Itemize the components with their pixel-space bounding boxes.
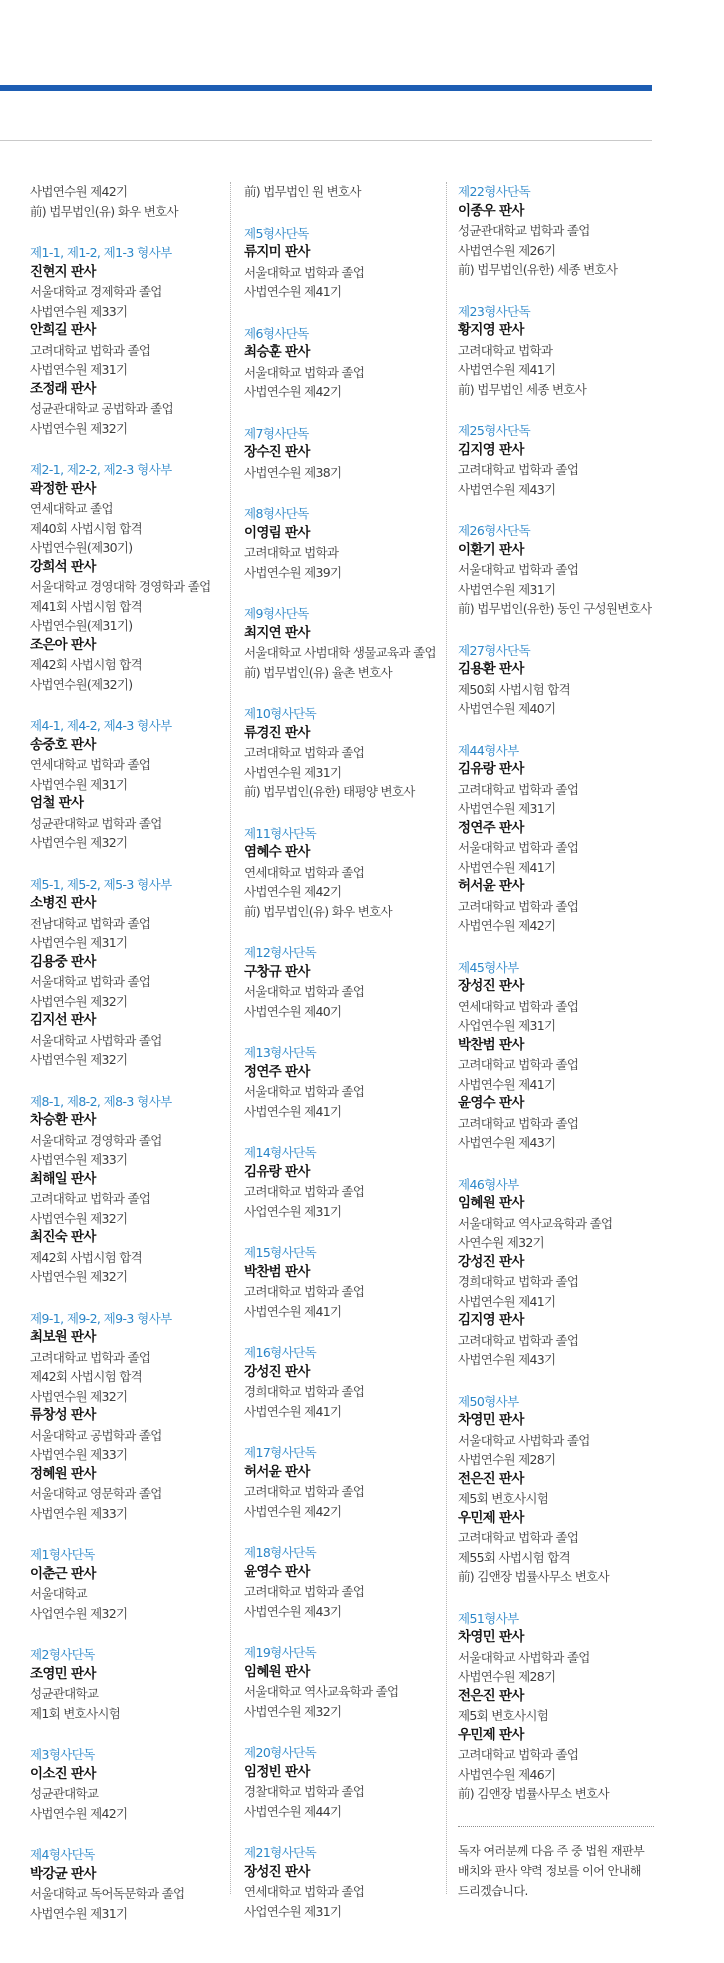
header-accent-bar	[0, 85, 652, 91]
judge-bio-line: 고려대학교 법학과 졸업	[458, 1115, 579, 1131]
judge-bio-line: 전남대학교 법학과 졸업	[30, 915, 151, 931]
judge-bio-line: 서울대학교 법학과 졸업	[244, 1084, 365, 1099]
judge-bio-line: 사법연수원 제33기	[30, 1505, 128, 1521]
court-division-section	[30, 182, 230, 221]
column-2	[244, 182, 444, 1943]
judge-bio-line: 사법연수원 제41기	[244, 1303, 342, 1319]
division-title: 제4-1, 제4-2, 제4-3 형사부	[30, 718, 172, 733]
court-division-section	[244, 504, 444, 582]
court-division-section	[30, 1845, 230, 1923]
judge-bio-line: 사법연수원 제43기	[244, 1603, 342, 1619]
judge-bio-line: 前) 법무법인(유한) 태평양 변호사	[244, 784, 415, 799]
judge-bio-line: 사법연수원 제32기	[30, 420, 128, 436]
judge-bio-line: 연세대학교 졸업	[30, 501, 113, 516]
judge-bio-line: 고려대학교 법학과 졸업	[458, 1332, 579, 1348]
judge-bio-line: 사법연수원 제31기	[458, 801, 556, 816]
judge-bio-line: 사법연수원(제31기)	[30, 618, 133, 633]
judge-bio-line: 사법연수원 제32기	[30, 1210, 128, 1226]
division-title: 제21형사단독	[244, 1845, 317, 1860]
judge-name: 엄철 판사	[30, 795, 84, 811]
judge-bio-line: 사법연수원 제33기	[30, 1447, 128, 1462]
judge-bio-line: 제5회 변호사시험	[458, 1491, 549, 1506]
judge-name: 장성진 판사	[458, 978, 524, 994]
judge-name: 김유랑 판사	[244, 1163, 310, 1180]
judge-name: 장수진 판사	[244, 444, 310, 460]
judge-bio-line: 성균관대학교 법학과 졸업	[30, 815, 162, 831]
judge-bio-line: 고려대학교 법학과 졸업	[458, 1747, 579, 1762]
judge-bio-line: 사법연수원 제42기	[30, 1805, 128, 1821]
judge-bio-line: 사법연수원 제31기	[30, 935, 128, 950]
judge-bio-line: 제42회 사법시험 합격	[30, 657, 143, 672]
judge-bio-line: 고려대학교 법학과 졸업	[30, 1191, 151, 1206]
judge-bio-line: 사법연수원 제28기	[458, 1669, 556, 1684]
judge-name: 우민제 판사	[458, 1726, 524, 1743]
judge-bio-line: 사법연수원 제42기	[244, 1503, 342, 1519]
judge-bio-line: 사법연수원 제26기	[458, 242, 556, 258]
court-division-section	[30, 1309, 230, 1524]
division-title: 제8형사단독	[244, 506, 309, 521]
judge-bio-line: 제1회 변호사시험	[30, 1705, 121, 1721]
judge-bio-line: 사법연수원 제39기	[244, 564, 342, 580]
judge-bio-line: 사법연수원 제31기	[30, 362, 128, 377]
column-divider	[446, 182, 447, 1894]
judge-bio-line: 사업연수원 제31기	[244, 1203, 342, 1219]
judge-bio-line: 사법연수원 제43기	[458, 481, 556, 497]
court-division-section	[458, 641, 658, 719]
judge-bio-line: 사법연수원 제41기	[458, 859, 556, 875]
court-division-section	[244, 1643, 444, 1721]
division-title: 제15형사단독	[244, 1245, 317, 1260]
judge-name: 류지미 판사	[244, 244, 310, 260]
judge-bio-line: 사업연수원 제31기	[458, 1018, 556, 1033]
court-division-section	[30, 460, 230, 694]
judge-bio-line: 사법연수원 제31기	[458, 581, 556, 597]
judge-bio-line: 사법연수원 제32기	[30, 993, 128, 1009]
reader-notice: 독자 여러분께 다음 주 중 법원 재판부 배치와 판사 약력 정보를 이어 안내해 드리겠습니다.	[458, 1843, 645, 1898]
header-divider	[0, 140, 652, 141]
judge-bio-line: 서울대학교 경제학과 졸업	[30, 284, 162, 299]
judge-bio-line: 사업연수원 제31기	[244, 1903, 342, 1919]
judge-bio-line: 사법연수원 제43기	[458, 1352, 556, 1367]
judge-bio-line: 고려대학교 법학과 졸업	[458, 781, 579, 797]
judge-bio-line: 사법연수원 제41기	[244, 1103, 342, 1119]
court-division-section	[458, 741, 658, 936]
judge-bio-line: 고려대학교 법학과 졸업	[244, 745, 365, 760]
judge-bio-line: 前) 김앤장 법률사무소 변호사	[458, 1786, 609, 1801]
court-division-section	[458, 1609, 658, 1804]
judge-name: 최보원 판사	[30, 1329, 96, 1345]
judge-bio-line: 고려대학교 법학과	[244, 545, 339, 560]
judge-name: 이종우 판사	[458, 202, 524, 219]
court-division-section	[30, 1092, 230, 1287]
judge-name: 곽정한 판사	[30, 480, 96, 497]
court-division-section	[244, 704, 444, 802]
division-title: 제26형사단독	[458, 523, 531, 538]
court-division-section	[244, 1343, 444, 1421]
judge-bio-line: 서울대학교 법학과 졸업	[458, 840, 579, 855]
judge-bio-line: 前) 법무법인(유) 율촌 변호사	[244, 664, 392, 680]
court-division-section	[244, 324, 444, 402]
judge-bio-line: 서울대학교 법학과 졸업	[30, 974, 151, 989]
judge-bio-line: 사법연수원 제41기	[458, 1076, 556, 1092]
judge-bio-line: 사법연수원(제30기)	[30, 540, 133, 555]
judge-name: 김유랑 판사	[458, 761, 524, 777]
judge-bio-line: 사법연수원 제46기	[458, 1766, 556, 1782]
judge-bio-line: 고려대학교 법학과 졸업	[244, 1184, 365, 1199]
division-title: 제23형사단독	[458, 303, 531, 319]
judge-name: 차승환 판사	[30, 1112, 96, 1128]
judge-name: 박강균 판사	[30, 1865, 96, 1882]
court-division-section	[458, 1392, 658, 1587]
division-title: 제6형사단독	[244, 325, 309, 341]
judge-name: 류경진 판사	[244, 724, 310, 741]
division-title: 제50형사부	[458, 1393, 519, 1409]
judge-bio-line: 제50회 사법시험 합격	[458, 681, 571, 697]
judge-bio-line: 서울대학교 공법학과 졸업	[30, 1427, 162, 1443]
judge-bio-line: 서울대학교 사법학과 졸업	[30, 1032, 162, 1048]
judge-name: 이춘근 판사	[30, 1565, 96, 1582]
judge-bio-line: 고려대학교 법학과 졸업	[244, 1584, 365, 1599]
judge-bio-line: 서울대학교 사법학과 졸업	[458, 1432, 590, 1448]
division-title: 제19형사단독	[244, 1645, 317, 1660]
court-division-section	[244, 224, 444, 302]
judge-bio-line: 성균관대학교 법학과 졸업	[458, 223, 590, 238]
court-division-section	[244, 1243, 444, 1321]
judge-bio-line: 前) 법무법인(유) 화우 변호사	[244, 903, 392, 919]
judge-bio-line: 前) 법무법인 원 변호사	[244, 184, 361, 199]
division-title: 제10형사단독	[244, 706, 317, 721]
division-title: 제11형사단독	[244, 825, 317, 841]
court-division-section	[244, 1543, 444, 1621]
judge-bio-line: 前) 법무법인(유) 화우 변호사	[30, 203, 178, 219]
judge-bio-line: 前) 김앤장 법률사무소 변호사	[458, 1569, 609, 1584]
judge-bio-line: 고려대학교 법학과 졸업	[244, 1284, 365, 1299]
division-title: 제16형사단독	[244, 1345, 317, 1360]
judge-name: 최지연 판사	[244, 624, 310, 641]
judge-bio-line: 연세대학교 법학과 졸업	[30, 757, 151, 772]
judge-bio-line: 사법연수원 제41기	[458, 362, 556, 377]
court-division-section	[30, 1545, 230, 1623]
court-division-section	[30, 1745, 230, 1823]
court-division-section	[244, 1843, 444, 1921]
judge-bio-line: 사법연수원 제40기	[244, 1003, 342, 1019]
judge-bio-line: 서울대학교 영문학과 졸업	[30, 1486, 162, 1501]
court-division-section	[244, 824, 444, 922]
judge-bio-line: 前) 법무법인(유한) 동인 구성원변호사	[458, 601, 652, 616]
division-title: 제8-1, 제8-2, 제8-3 형사부	[30, 1093, 172, 1109]
judge-bio-line: 제40회 사법시험 합격	[30, 520, 143, 536]
judge-bio-line: 고려대학교 법학과 졸업	[458, 898, 579, 914]
judge-name: 윤영수 판사	[458, 1095, 524, 1111]
judge-name: 박찬범 판사	[244, 1263, 310, 1280]
judge-bio-line: 사법연수원 제42기	[244, 884, 342, 899]
judge-bio-line: 사법연수원 제44기	[244, 1803, 342, 1819]
judge-name: 최승훈 판사	[244, 344, 310, 360]
judge-name: 강성진 판사	[458, 1253, 524, 1270]
division-title: 제22형사단독	[458, 184, 531, 199]
judge-name: 강성진 판사	[244, 1363, 310, 1380]
judge-bio-line: 사법연수원 제32기	[30, 1269, 128, 1284]
court-division-section	[458, 421, 658, 499]
judge-bio-line: 사법연수원(제32기)	[30, 676, 133, 692]
judge-name: 차영민 판사	[458, 1629, 524, 1645]
judge-bio-line: 서울대학교 법학과 졸업	[244, 984, 365, 999]
division-title: 제4형사단독	[30, 1847, 95, 1862]
division-title: 제9-1, 제9-2, 제9-3 형사부	[30, 1310, 172, 1326]
judge-bio-line: 서울대학교 사범대학 생물교육과 졸업	[244, 645, 436, 660]
judge-name: 조정래 판사	[30, 380, 96, 397]
judge-bio-line: 고려대학교 법학과 졸업	[458, 462, 579, 477]
judge-name: 우민제 판사	[458, 1509, 524, 1526]
judge-bio-line: 사법연수원 제32기	[30, 1388, 128, 1404]
judge-bio-line: 성균관대학교 공법학과 졸업	[30, 401, 174, 416]
judge-bio-line: 서울대학교 법학과 졸업	[458, 562, 579, 577]
division-title: 제2형사단독	[30, 1647, 95, 1662]
judge-bio-line: 서울대학교 사법학과 졸업	[458, 1649, 590, 1665]
court-division-section	[244, 1143, 444, 1221]
judge-bio-line: 서울대학교 법학과 졸업	[244, 364, 365, 380]
division-title: 제1형사단독	[30, 1547, 95, 1562]
division-title: 제3형사단독	[30, 1747, 95, 1762]
judge-name: 이소진 판사	[30, 1765, 96, 1782]
judge-name: 김용환 판사	[458, 661, 524, 677]
judge-name: 김지선 판사	[30, 1012, 96, 1028]
judge-bio-line: 사법연수원 제33기	[30, 1152, 128, 1167]
judge-bio-line: 사법연수원 제41기	[244, 1403, 342, 1419]
judge-name: 정연주 판사	[244, 1063, 310, 1080]
judge-bio-line: 고려대학교 법학과 졸업	[458, 1530, 579, 1545]
column-3	[458, 182, 658, 1901]
judge-bio-line: 제42회 사법시험 합격	[30, 1249, 143, 1265]
judge-bio-line: 연세대학교 법학과 졸업	[244, 864, 365, 880]
court-division-section	[458, 958, 658, 1153]
judge-bio-line: 사법연수원 제38기	[244, 464, 342, 480]
judge-bio-line: 사법연수원 제33기	[30, 303, 128, 319]
judge-bio-line: 고려대학교 법학과 졸업	[244, 1484, 365, 1499]
judge-name: 이영림 판사	[244, 524, 310, 541]
division-title: 제14형사단독	[244, 1145, 317, 1160]
division-title: 제7형사단독	[244, 425, 309, 441]
judge-bio-line: 사법연수원 제32기	[30, 1052, 128, 1067]
notice-divider	[458, 1826, 654, 1827]
court-division-section	[244, 1043, 444, 1121]
division-title: 제20형사단독	[244, 1745, 317, 1760]
judge-bio-line: 경찰대학교 법학과 졸업	[244, 1784, 365, 1799]
judge-name: 차영민 판사	[458, 1412, 524, 1428]
division-title: 제12형사단독	[244, 945, 317, 960]
judge-bio-line: 서울대학교	[30, 1586, 87, 1601]
judge-bio-line: 성균관대학교	[30, 1786, 99, 1801]
judge-name: 최진숙 판사	[30, 1229, 96, 1245]
judge-name: 안희길 판사	[30, 322, 96, 338]
judge-bio-line: 제55회 사법시험 합격	[458, 1549, 571, 1565]
judge-name: 임정빈 판사	[244, 1763, 310, 1780]
judge-bio-line: 서울대학교 경영학과 졸업	[30, 1132, 162, 1148]
judge-bio-line: 사법연수원 제32기	[244, 1703, 342, 1719]
judge-bio-line: 사법연수원 제41기	[458, 1293, 556, 1309]
judge-bio-line: 서울대학교 독어독문학과 졸업	[30, 1886, 185, 1901]
division-title: 제13형사단독	[244, 1045, 317, 1060]
column-3-body	[458, 182, 658, 1804]
judge-name: 전은진 판사	[458, 1687, 524, 1704]
division-title: 제51형사부	[458, 1610, 519, 1626]
division-title: 제17형사단독	[244, 1445, 317, 1460]
judge-name: 조은아 판사	[30, 636, 96, 653]
judge-bio-line: 사법연수원 제31기	[30, 1905, 128, 1921]
division-title: 제27형사단독	[458, 642, 531, 658]
judge-bio-line: 사법연수원 제43기	[458, 1135, 556, 1150]
division-title: 제45형사부	[458, 959, 519, 975]
judge-bio-line: 서울대학교 역사교육학과 졸업	[458, 1215, 613, 1231]
judge-bio-line: 제42회 사법시험 합격	[30, 1369, 143, 1384]
judge-bio-line: 사법연수원 제31기	[30, 776, 128, 792]
judge-name: 이환기 판사	[458, 541, 524, 558]
judge-name: 최해일 판사	[30, 1170, 96, 1187]
judge-name: 황지영 판사	[458, 322, 524, 338]
judge-bio-line: 제5회 변호사시험	[458, 1708, 549, 1723]
judge-bio-line: 사연수원 제32기	[458, 1235, 545, 1250]
judge-name: 조영민 판사	[30, 1665, 96, 1682]
judge-bio-line: 경희대학교 법학과 졸업	[244, 1384, 365, 1399]
division-title: 제44형사부	[458, 742, 519, 758]
judge-name: 정혜원 판사	[30, 1465, 96, 1482]
judge-name: 전은진 판사	[458, 1470, 524, 1487]
judge-bio-line: 고려대학교 법학과	[458, 342, 553, 358]
court-division-section	[244, 1743, 444, 1821]
judge-bio-line: 연세대학교 법학과 졸업	[458, 998, 579, 1014]
judge-bio-line: 서울대학교 경영대학 경영학과 졸업	[30, 579, 211, 594]
division-title: 제18형사단독	[244, 1545, 317, 1560]
judge-name: 김지영 판사	[458, 441, 524, 458]
judge-bio-line: 성균관대학교	[30, 1686, 99, 1701]
column-1	[30, 182, 230, 1945]
court-division-section	[458, 1175, 658, 1370]
judge-bio-line: 사법연수원 제41기	[244, 284, 342, 299]
division-title: 제25형사단독	[458, 423, 531, 438]
judge-bio-line: 연세대학교 법학과 졸업	[244, 1884, 365, 1899]
court-division-section	[30, 875, 230, 1070]
court-division-section	[244, 604, 444, 682]
judge-bio-line: 사법연수원 제28기	[458, 1452, 556, 1467]
judge-name: 김용중 판사	[30, 953, 96, 970]
division-title: 제2-1, 제2-2, 제2-3 형사부	[30, 462, 172, 477]
judge-name: 진현지 판사	[30, 263, 96, 280]
judge-bio-line: 사업연수원 제32기	[30, 1605, 128, 1621]
judge-bio-line: 서울대학교 법학과 졸업	[244, 264, 365, 280]
judge-bio-line: 고려대학교 법학과 졸업	[458, 1057, 579, 1072]
court-division-section	[244, 1443, 444, 1521]
court-division-section	[244, 943, 444, 1021]
judge-name: 송중호 판사	[30, 736, 96, 753]
division-title: 제5형사단독	[244, 225, 309, 241]
division-title: 제46형사부	[458, 1176, 519, 1192]
judge-name: 허서윤 판사	[458, 878, 524, 894]
judge-bio-line: 고려대학교 법학과 졸업	[30, 1349, 151, 1365]
judge-bio-line: 사법연수원 제40기	[458, 701, 556, 716]
judge-name: 임혜원 판사	[458, 1195, 524, 1211]
judge-name: 김지영 판사	[458, 1312, 524, 1328]
judge-bio-line: 경희대학교 법학과 졸업	[458, 1274, 579, 1289]
judge-name: 강희석 판사	[30, 558, 96, 575]
judge-bio-line: 서울대학교 역사교육학과 졸업	[244, 1684, 399, 1699]
court-division-section	[458, 182, 658, 280]
judge-name: 류창성 판사	[30, 1407, 96, 1423]
judge-bio-line: 사법연수원 제31기	[244, 764, 342, 780]
judge-name: 허서윤 판사	[244, 1463, 310, 1480]
court-division-section	[30, 1645, 230, 1723]
judge-name: 박찬범 판사	[458, 1036, 524, 1053]
division-title: 제1-1, 제1-2, 제1-3 형사부	[30, 245, 172, 260]
judge-name: 구창규 판사	[244, 963, 310, 980]
court-division-section	[458, 302, 658, 400]
court-division-section	[30, 716, 230, 853]
judge-name: 임혜원 판사	[244, 1663, 310, 1680]
judge-bio-line: 제41회 사법시험 합격	[30, 598, 143, 614]
judge-bio-line: 고려대학교 법학과 졸업	[30, 342, 151, 358]
judge-bio-line: 前) 법무법인(유한) 세종 변호사	[458, 262, 618, 277]
judge-name: 소병진 판사	[30, 895, 96, 911]
division-title: 제5-1, 제5-2, 제5-3 형사부	[30, 876, 172, 892]
judge-bio-line: 사법연수원 제42기	[244, 384, 342, 399]
judge-bio-line: 前) 법무법인 세종 변호사	[458, 381, 587, 397]
division-title: 제9형사단독	[244, 606, 309, 621]
judge-bio-line: 사법연수원 제32기	[30, 835, 128, 850]
court-division-section	[244, 424, 444, 483]
judge-bio-line: 사법연수원 제42기	[458, 918, 556, 933]
judge-name: 정연주 판사	[458, 819, 524, 836]
column-divider	[230, 182, 231, 1894]
court-division-section	[458, 521, 658, 619]
judge-name: 윤영수 판사	[244, 1563, 310, 1580]
court-division-section	[244, 182, 444, 202]
court-division-section	[30, 243, 230, 438]
judge-bio-line: 사법연수원 제42기	[30, 184, 128, 199]
judge-name: 장성진 판사	[244, 1863, 310, 1880]
judge-name: 염혜수 판사	[244, 844, 310, 860]
